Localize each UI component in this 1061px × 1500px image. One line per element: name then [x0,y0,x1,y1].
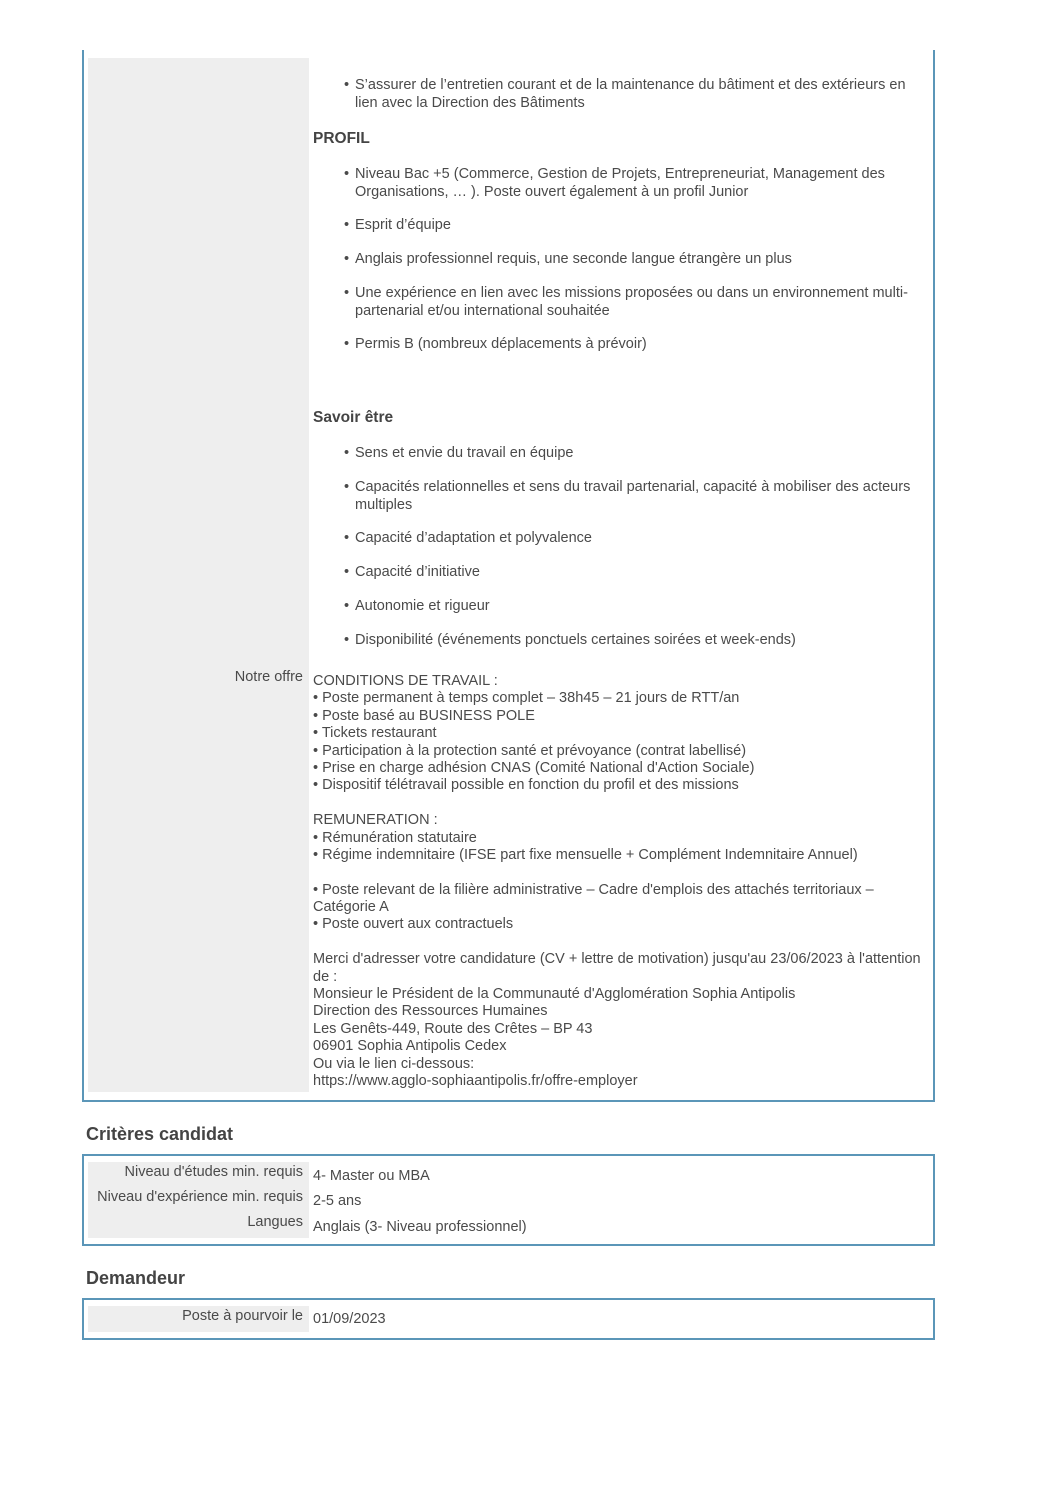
offer-line: Ou via le lien ci-dessous: [313,1055,475,1072]
start-date-value: 01/09/2023 [313,1311,386,1327]
list-item: • Permis B (nombreux déplacements à prévoir) [344,336,647,352]
list-item: • Autonomie et rigueur [344,598,490,614]
savoir-etre-heading: Savoir être [313,409,394,426]
languages-label: Langues [247,1214,303,1230]
offer-line: Direction des Ressources Humaines [313,1003,548,1020]
list-item: • Disponibilité (événements ponctuels certaines soirées et week-ends) [344,632,796,648]
offer-line: de : [313,968,338,985]
offer-line [313,864,929,881]
offer-label: Notre offre [234,669,303,685]
demandeur-panel [82,1298,935,1340]
languages-value: Anglais (3- Niveau professionnel) [313,1219,527,1235]
start-date-label: Poste à pourvoir le [182,1308,303,1324]
offer-line: • Participation à la protection santé et prévoyance (contrat labellisé) [313,742,747,759]
offer-line: • Rémunération statutaire [313,829,477,846]
criteres-panel [82,1154,935,1246]
experience-value: 2-5 ans [313,1193,362,1209]
offer-line: CONDITIONS DE TRAVAIL : [313,673,498,689]
offer-line: • Régime indemnitaire (IFSE part fixe mensuelle + Complément Indemnitaire Annuel) [313,846,858,863]
offer-line [313,934,929,951]
list-item: • Niveau Bac +5 (Commerce, Gestion de Projets, Entrepreneuriat, Management des Organisations, … ). Poste ouvert également à un profil Junior [344,166,885,200]
offer-line: https://www.agglo-sophiaantipolis.fr/offre-employer [313,1072,638,1089]
offer-line: • Poste ouvert aux contractuels [313,916,514,933]
list-item: • Capacités relationnelles et sens du travail partenarial, capacité à mobiliser des acteurs multiples [344,479,911,513]
offer-line: REMUNERATION : [313,812,438,829]
list-item: • Capacité d’initiative [344,564,480,580]
offer-text [313,673,929,1090]
education-value: 4- Master ou MBA [313,1168,430,1184]
label-column [88,58,309,1092]
content-column [313,50,929,1100]
offer-line: 06901 Sophia Antipolis Cedex [313,1038,507,1055]
demandeur-title: Demandeur [86,1268,186,1288]
list-item: • Anglais professionnel requis, une seconde langue étrangère un plus [344,251,792,267]
offer-line: • Poste relevant de la filière administrative – Cadre d'emplois des attachés territoriaux – [313,881,874,898]
offer-line [313,795,929,812]
offer-line: • Tickets restaurant [313,725,437,742]
experience-label: Niveau d'expérience min. requis [97,1189,303,1205]
list-item: • Capacité d’adaptation et polyvalence [344,530,592,546]
offer-line: Merci d'adresser votre candidature (CV + lettre de motivation) jusqu'au 23/06/2023 à l'attention [313,951,921,968]
profil-heading: PROFIL [313,130,370,147]
offer-line: • Poste permanent à temps complet – 38h45 – 21 jours de RTT/an [313,690,740,707]
list-item: • Une expérience en lien avec les missions proposées ou dans un environnement multi-partenarial et/ou international souhaitée [344,285,908,319]
label-column [88,1162,309,1238]
offer-line: Les Genêts-449, Route des Crêtes – BP 43 [313,1020,593,1037]
offer-line: Monsieur le Président de la Communauté d'Agglomération Sophia Antipolis [313,986,796,1003]
list-item: • Sens et envie du travail en équipe [344,445,574,461]
job-description-panel [82,50,935,1102]
offer-line: • Prise en charge adhésion CNAS (Comité National d'Action Sociale) [313,759,755,776]
offer-line: • Dispositif télétravail possible en fonction du profil et des missions [313,777,739,794]
criteres-title: Critères candidat [86,1124,234,1144]
education-label: Niveau d'études min. requis [124,1164,303,1180]
list-item: • S’assurer de l’entretien courant et de la maintenance du bâtiment et des extérieurs en lien avec la Direction des Bâtiments [344,77,906,111]
list-item: • Esprit d’équipe [344,217,451,233]
offer-line: • Poste basé au BUSINESS POLE [313,707,535,724]
label-column [88,1306,309,1332]
offer-line: Catégorie A [313,899,389,916]
